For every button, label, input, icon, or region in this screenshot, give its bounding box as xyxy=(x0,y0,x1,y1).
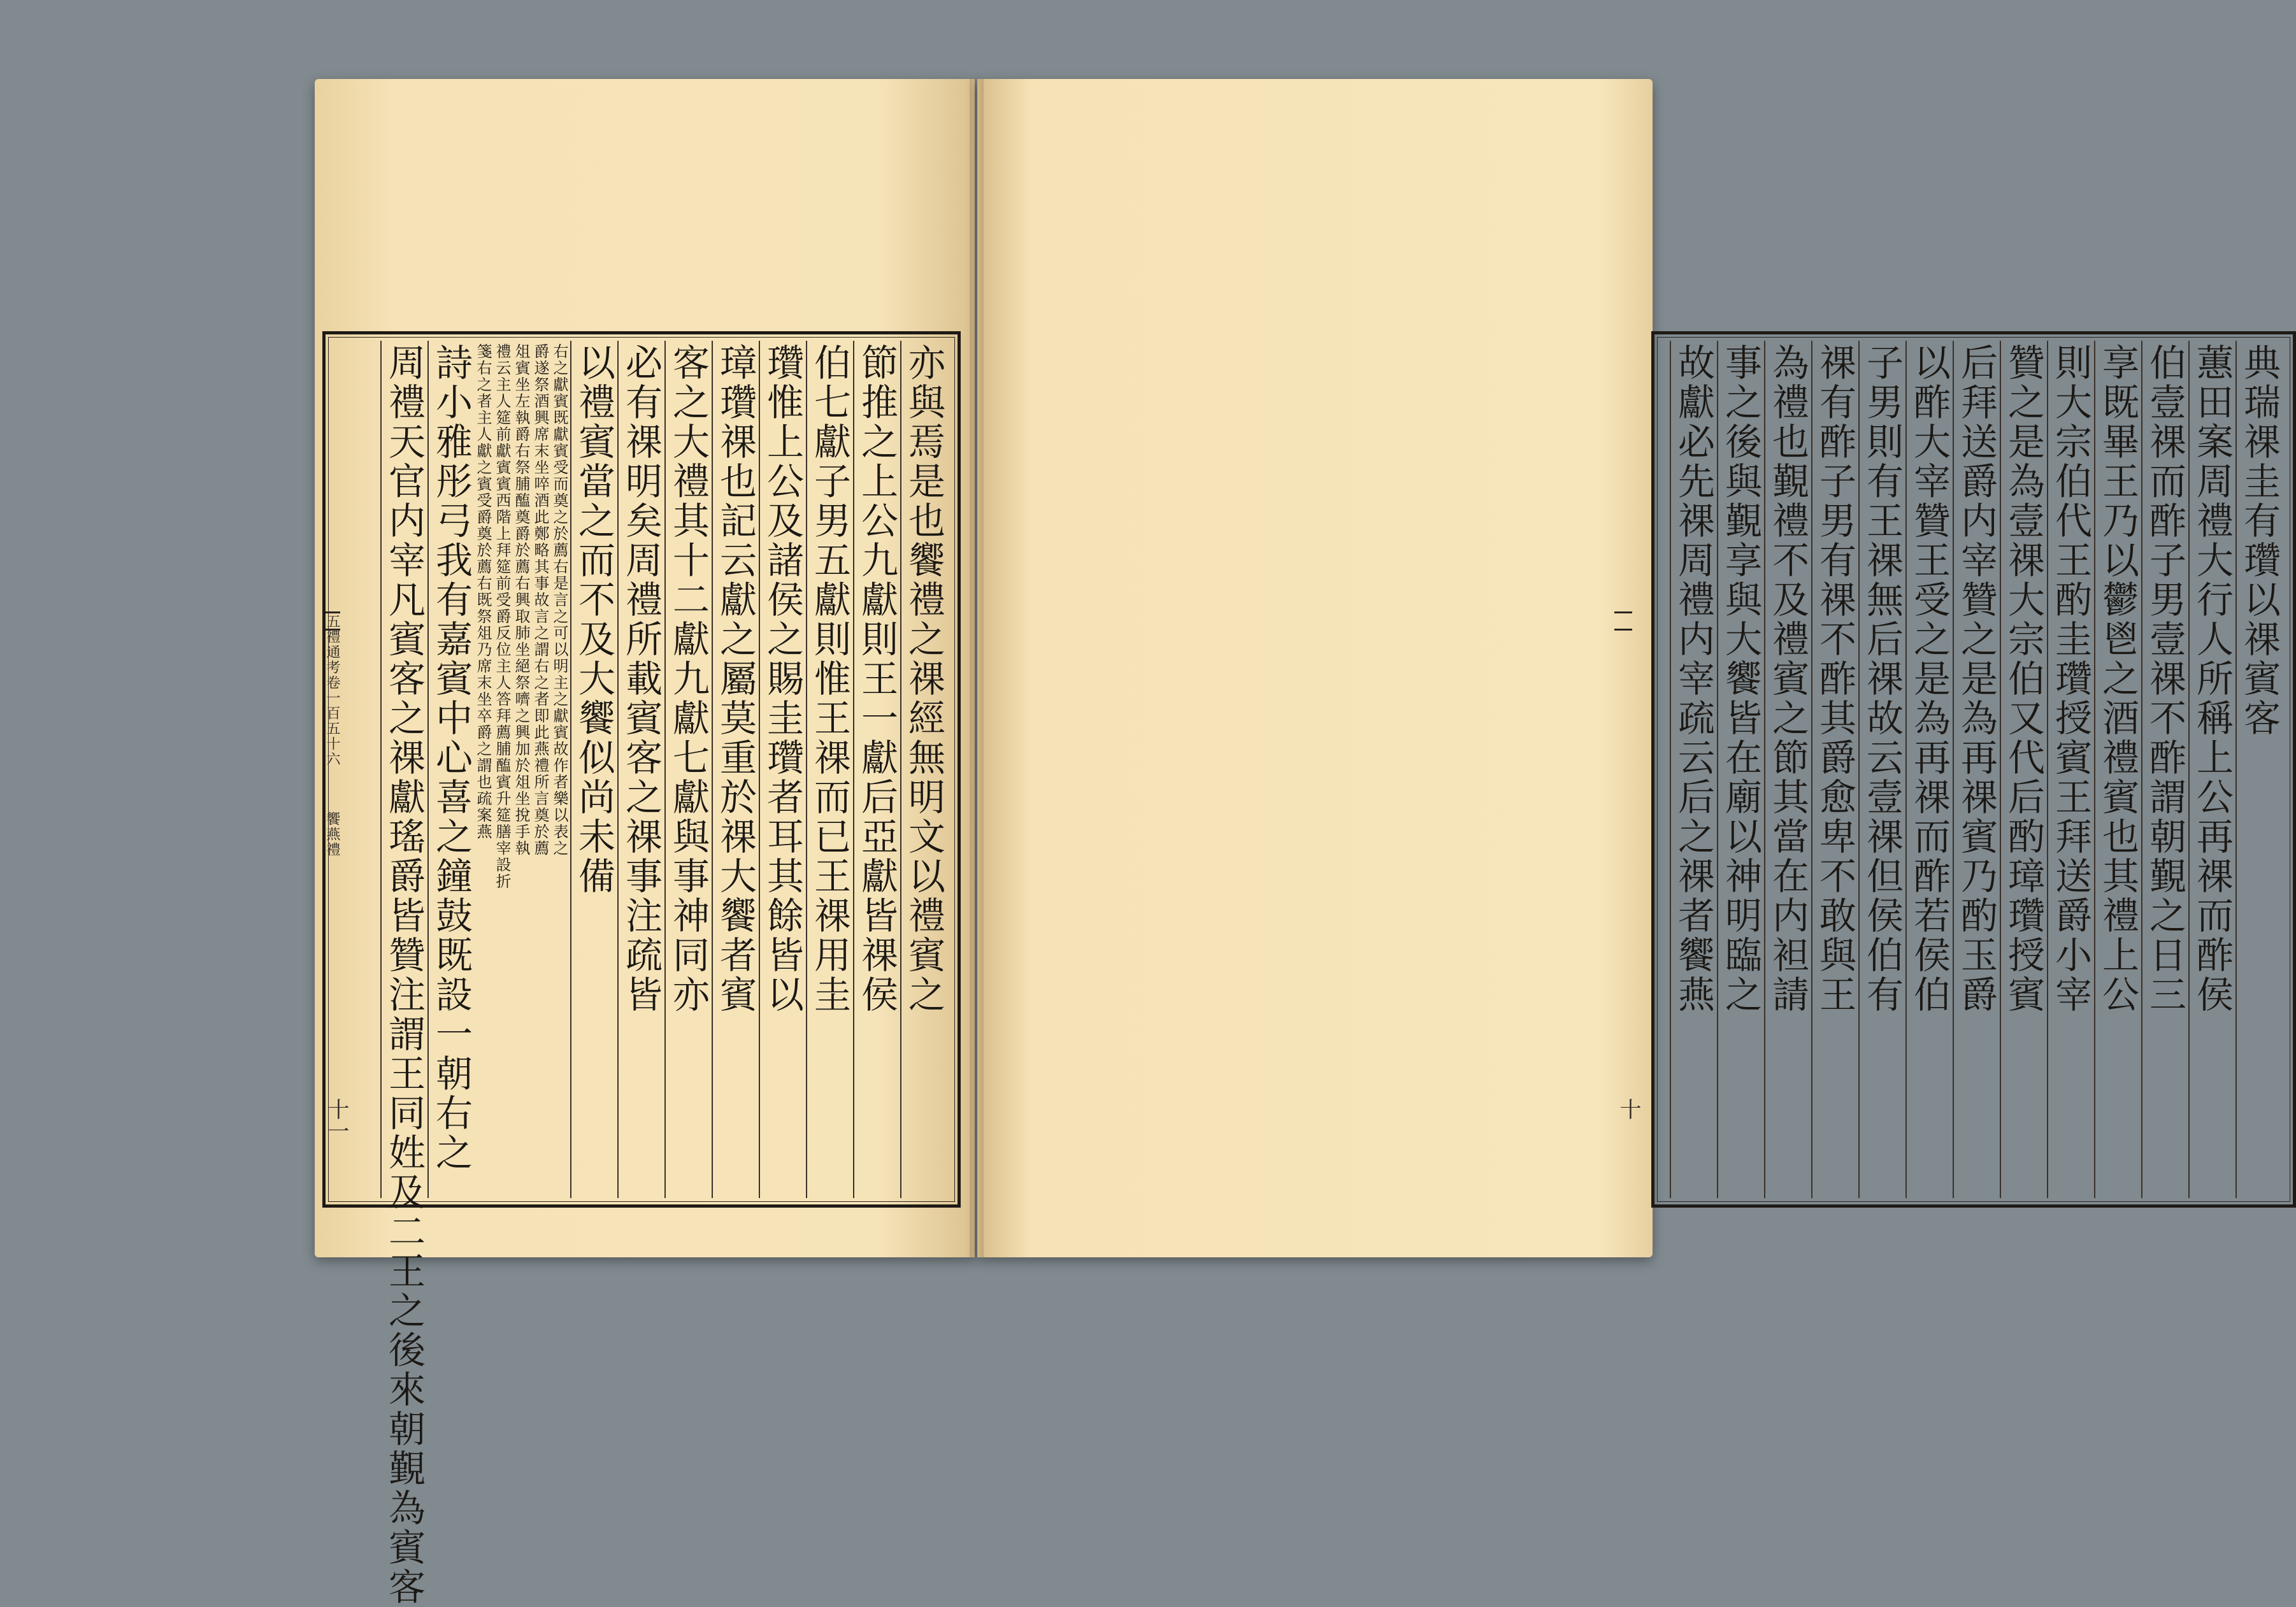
text-column: 以酢大宰贊王受之是為再祼而酢若侯伯 xyxy=(1907,343,1951,1015)
column-rule xyxy=(759,341,760,1198)
text-column: 為禮也覲禮不及禮賓之節其當在内袒請 xyxy=(1766,343,1809,1015)
text-column: 故獻必先祼周禮内宰疏云后之祼者饗燕 xyxy=(1672,343,1715,1015)
text-column: 伯壹祼而酢子男壹祼不酢謂朝覲之日三 xyxy=(2143,343,2186,1015)
column-rule xyxy=(853,341,854,1198)
text-column: 享既畢王乃以鬱鬯之酒禮賓也其禮上公 xyxy=(2096,343,2139,1015)
right-fishtail-mark xyxy=(1614,611,1632,631)
text-column: 周禮天官内宰凡賓客之祼獻瑤爵皆贊注謂王同姓及二王之後來朝覲為賓客 xyxy=(382,343,426,1607)
text-column: 右之獻賓既獻賓受而奠之於薦右是言之可以明主之獻賓故作者樂以表之 xyxy=(550,343,568,857)
book-gutter xyxy=(970,79,984,1257)
text-column: 箋右之者主人獻之賓受爵奠於薦右既祭俎乃席末坐卒爵之謂也疏案燕 xyxy=(474,343,492,840)
column-rule xyxy=(2141,341,2142,1198)
column-rule xyxy=(1670,341,1671,1198)
text-column: 璋瓚祼也記云獻之屬莫重於祼大饗者賓 xyxy=(714,343,757,1015)
right-folio: 十 xyxy=(1616,1098,1641,1120)
column-rule xyxy=(2188,341,2190,1198)
text-column: 俎賓坐左執爵右祭脯醢奠爵於薦右興取肺坐絕祭嚌之興加於俎坐挩手執 xyxy=(512,343,530,857)
text-column: 以禮賓當之而不及大饗似尚未備 xyxy=(572,343,615,896)
right-text-frame xyxy=(1651,331,2296,1208)
text-column: 爵遂祭酒興席末坐啐酒此鄭略其事故言之謂右之者即此燕禮所言奠於薦 xyxy=(531,343,549,857)
left-margin-section: 饗燕禮 xyxy=(324,811,340,857)
text-column: 后拜送爵内宰贊之是為再祼賓乃酌玉爵 xyxy=(1955,343,1998,1015)
text-column: 瓚惟上公及諸侯之賜圭瓚者耳其餘皆以 xyxy=(761,343,804,1015)
column-rule xyxy=(664,341,666,1198)
open-book xyxy=(315,79,2281,1607)
column-rule xyxy=(2000,341,2001,1198)
text-column: 節推之上公九獻則王一獻后亞獻皆祼侯 xyxy=(855,343,898,1015)
column-rule xyxy=(712,341,713,1198)
column-rule xyxy=(1717,341,1718,1198)
text-column: 典瑞祼圭有瓚以祼賓客 xyxy=(2237,343,2281,738)
left-page xyxy=(315,79,975,1607)
column-rule xyxy=(1905,341,1907,1198)
column-rule xyxy=(380,341,382,1198)
column-rule xyxy=(2235,341,2237,1198)
column-rule xyxy=(570,341,571,1198)
column-rule xyxy=(1858,341,1860,1198)
text-column: 禮云主人筵前獻賓賓西階上拜筵前受爵反位主人答拜薦脯醢賓升筵膳宰設折 xyxy=(493,343,511,890)
column-rule xyxy=(806,341,807,1198)
text-column: 蕙田案周禮大行人所稱上公再祼而酢侯 xyxy=(2190,343,2234,1015)
column-rule xyxy=(427,341,429,1198)
column-rule xyxy=(1811,341,1812,1198)
left-margin-title: 五禮通考卷一百五十六 xyxy=(324,614,340,767)
column-rule xyxy=(2047,341,2048,1198)
text-column: 事之後與覲享與大饗皆在廟以神明臨之 xyxy=(1719,343,1762,1015)
text-column: 必有祼明矣周禮所載賓客之祼事注疏皆 xyxy=(619,343,663,1015)
left-folio: 十一 xyxy=(324,1098,349,1141)
text-column: 亦與焉是也饗禮之祼經無明文以禮賓之 xyxy=(902,343,945,1015)
column-rule xyxy=(1764,341,1765,1198)
text-column: 詩小雅彤弓我有嘉賓中心喜之鐘鼓既設一朝右之 xyxy=(429,343,473,1173)
text-column: 客之大禮其十二獻九獻七獻與事神同亦 xyxy=(666,343,710,1015)
text-column: 子男則有王祼無后祼故云壹祼但侯伯有 xyxy=(1860,343,1904,1015)
right-page xyxy=(977,79,2281,1257)
left-text-frame xyxy=(322,331,961,1607)
text-column: 贊之是為壹祼大宗伯又代后酌璋瓚授賓 xyxy=(2002,343,2045,1015)
column-rule xyxy=(1953,341,1954,1198)
column-rule xyxy=(2094,341,2095,1198)
column-rule xyxy=(900,341,901,1198)
text-column: 則大宗伯代王酌圭瓚授賓王拜送爵小宰 xyxy=(2049,343,2092,1015)
text-column: 祼有酢子男有祼不酢其爵愈卑不敢與王 xyxy=(1813,343,1856,1015)
text-column: 伯七獻子男五獻則惟王祼而已王祼用圭 xyxy=(808,343,851,1015)
column-rule xyxy=(617,341,619,1198)
